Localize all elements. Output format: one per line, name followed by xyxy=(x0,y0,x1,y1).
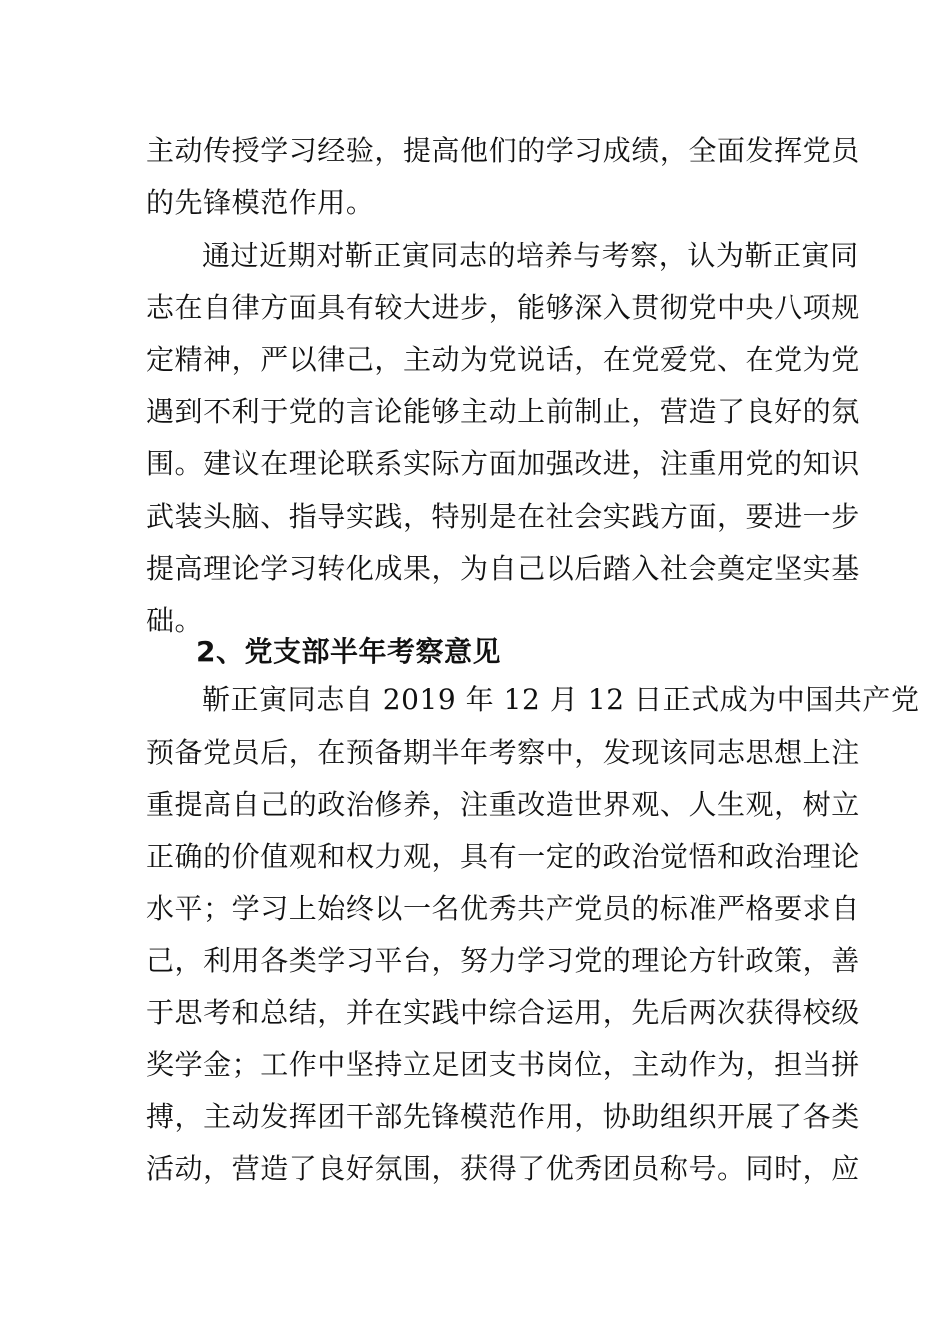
paragraph-line: 活动，营造了良好氛围，获得了优秀团员称号。同时，应 xyxy=(146,1152,860,1185)
paragraph-line: 武装头脑、指导实践，特别是在社会实践方面，要进一步 xyxy=(146,500,860,533)
paragraph-line: 定精神，严以律己，主动为党说话，在党爱党、在党为党 xyxy=(146,343,860,376)
paragraph-line: 水平；学习上始终以一名优秀共产党员的标准严格要求自 xyxy=(146,892,860,925)
paragraph-line: 预备党员后，在预备期半年考察中，发现该同志思想上注 xyxy=(146,736,860,769)
paragraph-line: 于思考和总结，并在实践中综合运用，先后两次获得校级 xyxy=(146,996,860,1029)
paragraph-line: 正确的价值观和权力观，具有一定的政治觉悟和政治理论 xyxy=(146,840,860,873)
paragraph-line: 的先锋模范作用。 xyxy=(146,186,375,219)
paragraph-line: 重提高自己的政治修养，注重改造世界观、人生观，树立 xyxy=(146,788,860,821)
paragraph-line: 围。建议在理论联系实际方面加强改进，注重用党的知识 xyxy=(146,447,860,480)
paragraph-line: 遇到不利于党的言论能够主动上前制止，营造了良好的氛 xyxy=(146,395,860,428)
paragraph-line: 通过近期对靳正寅同志的培养与考察，认为靳正寅同 xyxy=(202,239,859,272)
paragraph-line: 主动传授学习经验，提高他们的学习成绩，全面发挥党员 xyxy=(146,134,860,167)
paragraph-line: 己，利用各类学习平台，努力学习党的理论方针政策，善 xyxy=(146,944,860,977)
paragraph-line: 搏，主动发挥团干部先锋模范作用，协助组织开展了各类 xyxy=(146,1100,860,1133)
paragraph-line: 靳正寅同志自 2019 年 12 月 12 日正式成为中国共产党 xyxy=(202,683,920,716)
paragraph-line: 奖学金；工作中坚持立足团支书岗位，主动作为，担当拼 xyxy=(146,1048,860,1081)
paragraph-line: 志在自律方面具有较大进步，能够深入贯彻党中央八项规 xyxy=(146,291,860,324)
section-heading: 2、党支部半年考察意见 xyxy=(196,635,501,668)
paragraph-line: 础。 xyxy=(146,604,204,637)
paragraph-line: 提高理论学习转化成果，为自己以后踏入社会奠定坚实基 xyxy=(146,552,860,585)
